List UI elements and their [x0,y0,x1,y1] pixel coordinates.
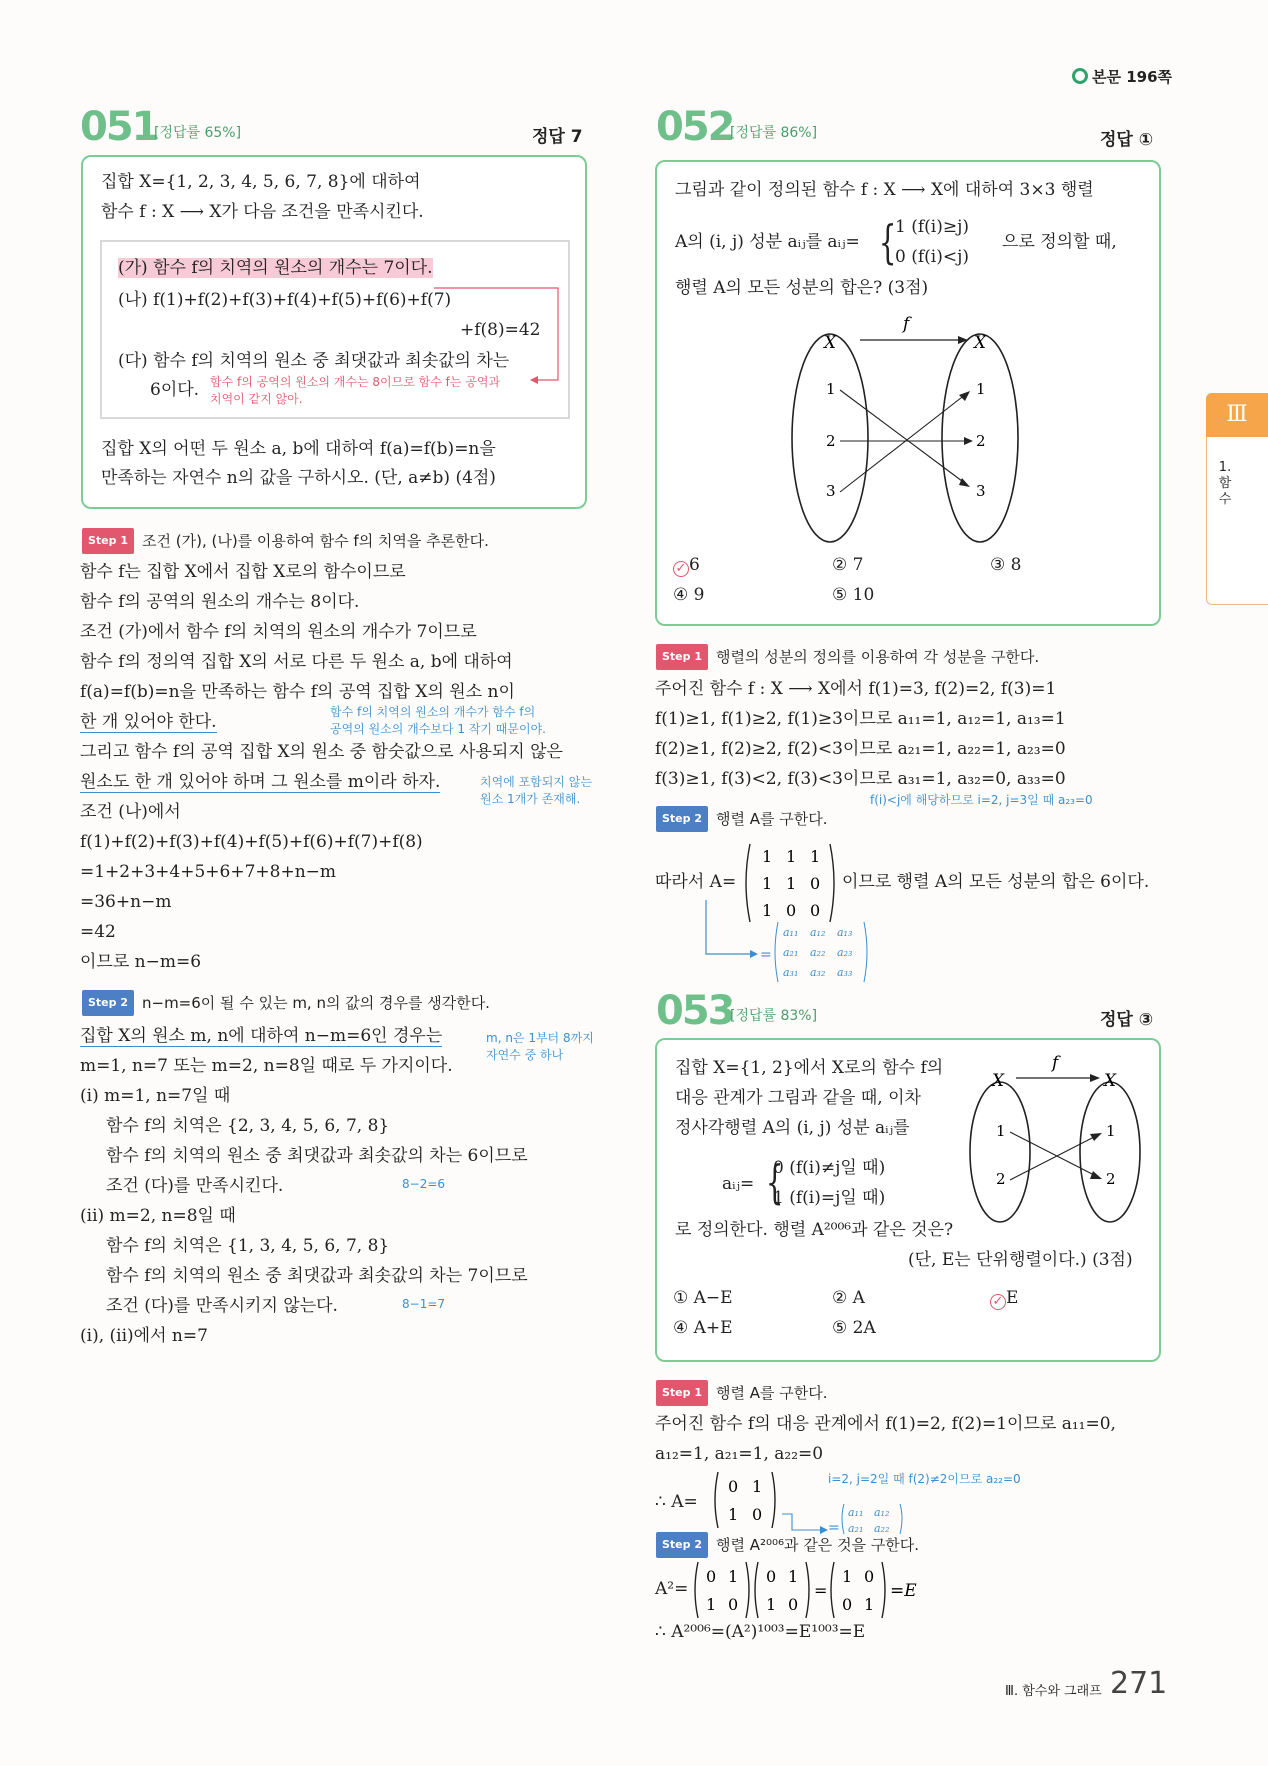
q053-option-3[interactable] [990,1288,1018,1310]
amatrix-entry: a₂₃ [837,946,853,959]
amatrix-entry: a₂₂ [874,1522,890,1535]
matrix-entry: 0 [864,1567,875,1586]
amatrix-entry: a₁₁ [848,1506,864,1519]
q053-rate: [정답률 83%] [730,1008,818,1024]
q052-amatrix [680,898,880,988]
q051-note-e: 8−1=7 [402,1297,446,1311]
circle-icon [1072,68,1088,84]
q053-step1-note: i=2, j=2일 때 f(2)≠2이므로 a₂₂=0 [828,1472,1021,1486]
q051-cond-2b: +f(8)=42 [460,320,541,340]
solution-line: (ii) m=2, n=8일 때 [80,1206,236,1226]
q053-option-5[interactable]: ⑤ 2A [832,1318,876,1338]
solution-line: m=1, n=7 또는 m=2, n=8일 때로 두 가지이다. [80,1056,453,1076]
solution-line: f(2)≥1, f(2)≥2, f(2)<3이므로 a₂₁=1, a₂₂=1, a₂₃=0 [655,739,1066,759]
checked-icon: ✓ [673,561,689,577]
solution-line: 함수 f는 집합 X에서 집합 X로의 함수이므로 [80,562,406,582]
matrix-entry: 1 [762,874,773,893]
svg-text:=: = [814,1581,828,1600]
matrix-entry: 0 [728,1477,739,1496]
q051-answer: 정답 7 [532,127,583,147]
matrix-entry: 1 [786,847,797,866]
solution-line: (i), (ii)에서 n=7 [80,1326,208,1346]
chapter-tab-roman: Ⅲ [1206,393,1268,437]
note-a-1: 함수 f의 치역의 원소의 개수가 함수 f의 [330,705,536,719]
solution-line: 조건 (다)를 만족시키지 않는다. [106,1296,338,1316]
q052-case-2: 0 (f(i)<j) [895,247,969,267]
q053-a2: A²= [655,1579,689,1599]
q053-case-1: 0 (f(i)≠j일 때) [773,1158,886,1178]
solution-line: (i) m=1, n=7일 때 [80,1086,231,1106]
solution-line: 이므로 n−m=6 [80,952,202,972]
q051-cond-3a: (다) 함수 f의 치역의 원소 중 최댓값과 최솟값의 차는 [118,351,510,371]
matrix-entry: 0 [766,1567,777,1586]
solution-line: 함수 f의 치역의 원소 중 최댓값과 최솟값의 차는 6이므로 [106,1146,528,1166]
q053-option-2[interactable]: ② A [832,1288,865,1308]
q052-line: 그림과 같이 정의된 함수 f : X ⟶ X에 대하여 3×3 행렬 [675,180,1094,200]
amatrix-entry: a₁₁ [783,926,799,939]
domain-ellipse [970,1082,1030,1222]
q053-line: (단, E는 단위행렬이다.) (3점) [908,1250,1133,1270]
tab-char-1: 함 [1218,476,1232,491]
solution-line: f(3)≥1, f(3)<2, f(3)<3이므로 a₃₁=1, a₃₂=0, a₃₃=0 [655,769,1066,789]
matrix-entry: 0 [788,1595,799,1614]
q052-step2-heading [656,806,828,832]
step2-title: 행렬 A²⁰⁰⁶과 같은 것을 구한다. [716,1536,920,1554]
solution-line: =42 [80,922,116,942]
solution-line [80,770,440,794]
step2-badge: Step 2 [656,806,708,832]
set-label-right: X [974,333,987,353]
checked-icon: ✓ [990,1294,1006,1310]
q051-note-d: 8−2=6 [402,1177,446,1191]
q053-therefore: ∴ A= [655,1492,698,1512]
q052-case-1: 1 (f(i)≥j) [895,217,969,237]
q052-step1-note: f(i)<j에 해당하므로 i=2, j=3일 때 a₂₃=0 [870,793,1093,807]
amatrix-entry: a₂₁ [783,946,799,959]
elem-left-2: 2 [996,1170,1006,1188]
matrix-entry: 1 [766,1595,777,1614]
q053-line: 정사각행렬 A의 (i, j) 성분 aᵢⱼ를 [675,1118,910,1138]
elem-right-2: 2 [976,432,986,450]
matrix-entry: 1 [810,847,821,866]
q053-step1-heading [656,1380,828,1406]
q051-line: 집합 X의 어떤 두 원소 a, b에 대하여 f(a)=f(b)=n을 [101,439,496,459]
q051-line: 만족하는 자연수 n의 값을 구하시오. (단, a≠b) (4점) [101,468,496,488]
elem-left-1: 1 [826,380,836,398]
svg-text:=: = [760,947,772,963]
q052-mapping-diagram [780,312,1040,546]
solution-line: f(1)+f(2)+f(3)+f(4)+f(5)+f(6)+f(7)+f(8) [80,832,423,852]
q052-option-1[interactable] [673,555,700,577]
q053-line: 대응 관계가 그림과 같을 때, 이차 [675,1088,921,1108]
underlined: 집합 X의 원소 m, n에 대하여 n−m=6인 경우는 [80,1026,443,1046]
note-a-2: 공역의 원소의 개수보다 1 작기 때문이야. [330,722,546,736]
q053-final: ∴ A²⁰⁰⁶=(A²)¹⁰⁰³=E¹⁰⁰³=E [655,1622,866,1642]
elem-left-2: 2 [826,432,836,450]
solution-line: f(a)=f(b)=n을 만족하는 함수 f의 공역 집합 X의 원소 n이 [80,682,515,702]
solution-line: 함수 f의 정의역 집합 X의 서로 다른 두 원소 a, b에 대하여 [80,652,513,672]
q051-note-a [330,704,546,738]
q051-note-c [486,1030,594,1064]
amatrix-entry: a₁₂ [810,926,826,939]
q052-step2-post: 이므로 행렬 A의 모든 성분의 합은 6이다. [842,872,1150,892]
amatrix-entry: a₂₂ [810,946,826,959]
q052-step1-heading [656,644,1039,670]
matrix-entry: 1 [762,847,773,866]
matrix-entry: 0 [728,1595,739,1614]
q051-note-b [480,774,592,808]
elem-left-3: 3 [826,482,836,500]
solution-line: 주어진 함수 f의 대응 관계에서 f(1)=2, f(2)=1이므로 a₁₁=0, [655,1414,1116,1434]
matrix-entry: 1 [762,901,773,920]
q053-step1-matrix [710,1470,910,1536]
q052-line: 으로 정의할 때, [1002,232,1117,252]
header-ref-text: 본문 196쪽 [1092,68,1173,86]
q053-step2-heading [656,1532,919,1558]
q052-option-3[interactable]: ③ 8 [990,555,1022,575]
matrix-entry: 1 [706,1595,717,1614]
underlined: 원소도 한 개 있어야 하며 그 원소를 m이라 하자. [80,772,441,792]
note-b-2: 원소 1개가 존재해. [480,792,581,806]
q051-step2-heading [82,990,490,1016]
matrix-entry: 1 [864,1595,875,1614]
q051-note-connector [430,260,570,390]
step2-badge: Step 2 [656,1532,708,1558]
q052-number: 052 [656,104,734,150]
amatrix-entry: a₃₁ [783,966,799,979]
q051-cond-1 [118,256,433,280]
matrix-entry: 1 [728,1505,739,1524]
q053-answer: 정답 ③ [1100,1010,1154,1030]
solution-line: 함수 f의 치역의 원소 중 최댓값과 최솟값의 차는 7이므로 [106,1266,528,1286]
step1-badge: Step 1 [656,1380,708,1406]
q053-step2-matrices [692,1560,942,1622]
elem-right-3: 3 [976,482,986,500]
step1-title: 행렬 A를 구한다. [716,1384,828,1402]
solution-line: 함수 f의 치역은 {2, 3, 4, 5, 6, 7, 8} [106,1116,390,1136]
note-red-2: 치역이 같지 않아. [210,392,303,406]
solution-line: f(1)≥1, f(1)≥2, f(1)≥3이므로 a₁₁=1, a₁₂=1, a₁₃=1 [655,709,1066,729]
elem-left-1: 1 [996,1122,1006,1140]
q053-line: 집합 X={1, 2}에서 X로의 함수 f의 [675,1058,944,1078]
solution-line: =1+2+3+4+5+6+7+8+n−m [80,862,337,882]
q052-line [675,230,860,254]
solution-line: 주어진 함수 f : X ⟶ X에서 f(1)=3, f(2)=2, f(3)=1 [655,679,1057,699]
tab-num: 1. [1218,460,1232,475]
q053-mapping-diagram [960,1052,1150,1232]
q052-line: 행렬 A의 모든 성분의 합은? (3점) [675,278,929,298]
matrix-entry: 1 [842,1567,853,1586]
solution-line: 조건 (나)에서 [80,802,181,822]
step1-badge: Step 1 [656,644,708,670]
solution-line [80,1024,442,1048]
matrix-entry: 0 [810,901,821,920]
chapter-tab-label [1218,460,1232,508]
note-c-1: m, n은 1부터 8까지 [486,1031,594,1045]
func-label: f [1052,1053,1059,1073]
q053-option-1[interactable]: ① A−E [673,1288,733,1308]
solution-line: 함수 f의 치역은 {1, 3, 4, 5, 6, 7, 8} [106,1236,390,1256]
q053-number: 053 [656,988,734,1034]
eq-E: =E [890,1581,917,1601]
cond-1-text: (가) 함수 f의 치역의 원소의 개수는 7이다. [118,258,433,278]
step1-title: 조건 (가), (나)를 이용하여 함수 f의 치역을 추론한다. [142,532,489,550]
step2-badge: Step 2 [82,990,134,1016]
matrix-entry: 1 [728,1567,739,1586]
solution-line: 함수 f의 공역의 원소의 개수는 8이다. [80,592,360,612]
amatrix-entry: a₃₂ [810,966,826,979]
q053-aij: aᵢⱼ= [722,1174,755,1194]
step2-title: n−m=6이 될 수 있는 m, n의 값의 경우를 생각한다. [142,994,490,1012]
matrix-entry: 0 [842,1595,853,1614]
note-b-1: 치역에 포함되지 않는 [480,775,592,789]
q052-rate: [정답률 86%] [730,125,818,141]
matrix-entry: 1 [788,1567,799,1586]
underlined: 한 개 있어야 한다. [80,712,217,732]
solution-line: 조건 (다)를 만족시킨다. [106,1176,284,1196]
footer-chapter: Ⅲ. 함수와 그래프 [1005,1684,1102,1699]
q051-cond-2a: (나) f(1)+f(2)+f(3)+f(4)+f(5)+f(6)+f(7) [118,290,452,310]
q053-case-2: 1 (f(i)=j일 때) [773,1188,886,1208]
solution-line: 조건 (가)에서 함수 f의 치역의 원소의 개수가 7이므로 [80,622,477,642]
note-red-1: 함수 f의 공역의 원소의 개수는 8이므로 함수 f는 공역과 [210,375,501,389]
q052-option-2[interactable]: ② 7 [832,555,864,575]
step2-title: 행렬 A를 구한다. [716,810,828,828]
solution-line: 그리고 함수 f의 공역 집합 X의 원소 중 함숫값으로 사용되지 않은 [80,742,563,762]
elem-right-1: 1 [976,380,986,398]
q051-cond-3b: 6이다. [150,380,200,400]
elem-right-1: 1 [1106,1122,1116,1140]
solution-line [80,710,217,734]
svg-text:=: = [828,1520,840,1536]
page-number: 271 [1110,1666,1168,1701]
q052-option-5[interactable]: ⑤ 10 [832,585,875,605]
option-text: E [1006,1288,1019,1308]
q053-option-4[interactable]: ④ A+E [673,1318,733,1338]
matrix-entry: 0 [810,874,821,893]
amatrix-entry: a₃₃ [837,966,853,979]
q051-number: 051 [80,104,158,150]
matrix-entry: 0 [786,901,797,920]
set-label-right: X [1104,1071,1117,1091]
l2a: A의 (i, j) 성분 aᵢⱼ를 aᵢⱼ= [675,232,860,252]
q052-answer: 정답 ① [1100,130,1154,150]
step1-title: 행렬의 성분의 정의를 이용하여 각 성분을 구한다. [716,648,1040,666]
matrix-entry: 0 [706,1567,717,1586]
q052-brace: { [878,215,897,269]
q053-line: 로 정의한다. 행렬 A²⁰⁰⁶과 같은 것은? [675,1220,954,1240]
q052-step2-pre: 따라서 A= [655,872,737,892]
q051-step1-heading [82,528,489,554]
amatrix-entry: a₁₃ [837,926,853,939]
amatrix-entry: a₂₁ [848,1522,864,1535]
q053-brace: { [765,1155,784,1209]
option-text: 6 [689,555,700,575]
amatrix-entry: a₁₂ [874,1506,890,1519]
elem-right-2: 2 [1106,1170,1116,1188]
header-ref [1072,66,1172,87]
matrix-entry: 0 [752,1505,763,1524]
q051-rate: [정답률 65%] [154,125,242,141]
q052-option-4[interactable]: ④ 9 [673,585,705,605]
matrix-entry: 1 [786,874,797,893]
set-label-left: X [992,1071,1005,1091]
codomain-ellipse [1080,1082,1140,1222]
q051-line: 집합 X={1, 2, 3, 4, 5, 6, 7, 8}에 대하여 [101,172,421,192]
set-label-left: X [824,333,837,353]
solution-line: =36+n−m [80,892,172,912]
tab-char-2: 수 [1218,492,1232,507]
solution-line: a₁₂=1, a₂₁=1, a₂₂=0 [655,1444,824,1464]
step1-badge: Step 1 [82,528,134,554]
matrix-entry: 1 [752,1477,763,1496]
func-label: f [903,314,910,334]
q051-line: 함수 f : X ⟶ X가 다음 조건을 만족시킨다. [101,202,424,222]
note-c-2: 자연수 중 하나 [486,1048,564,1062]
